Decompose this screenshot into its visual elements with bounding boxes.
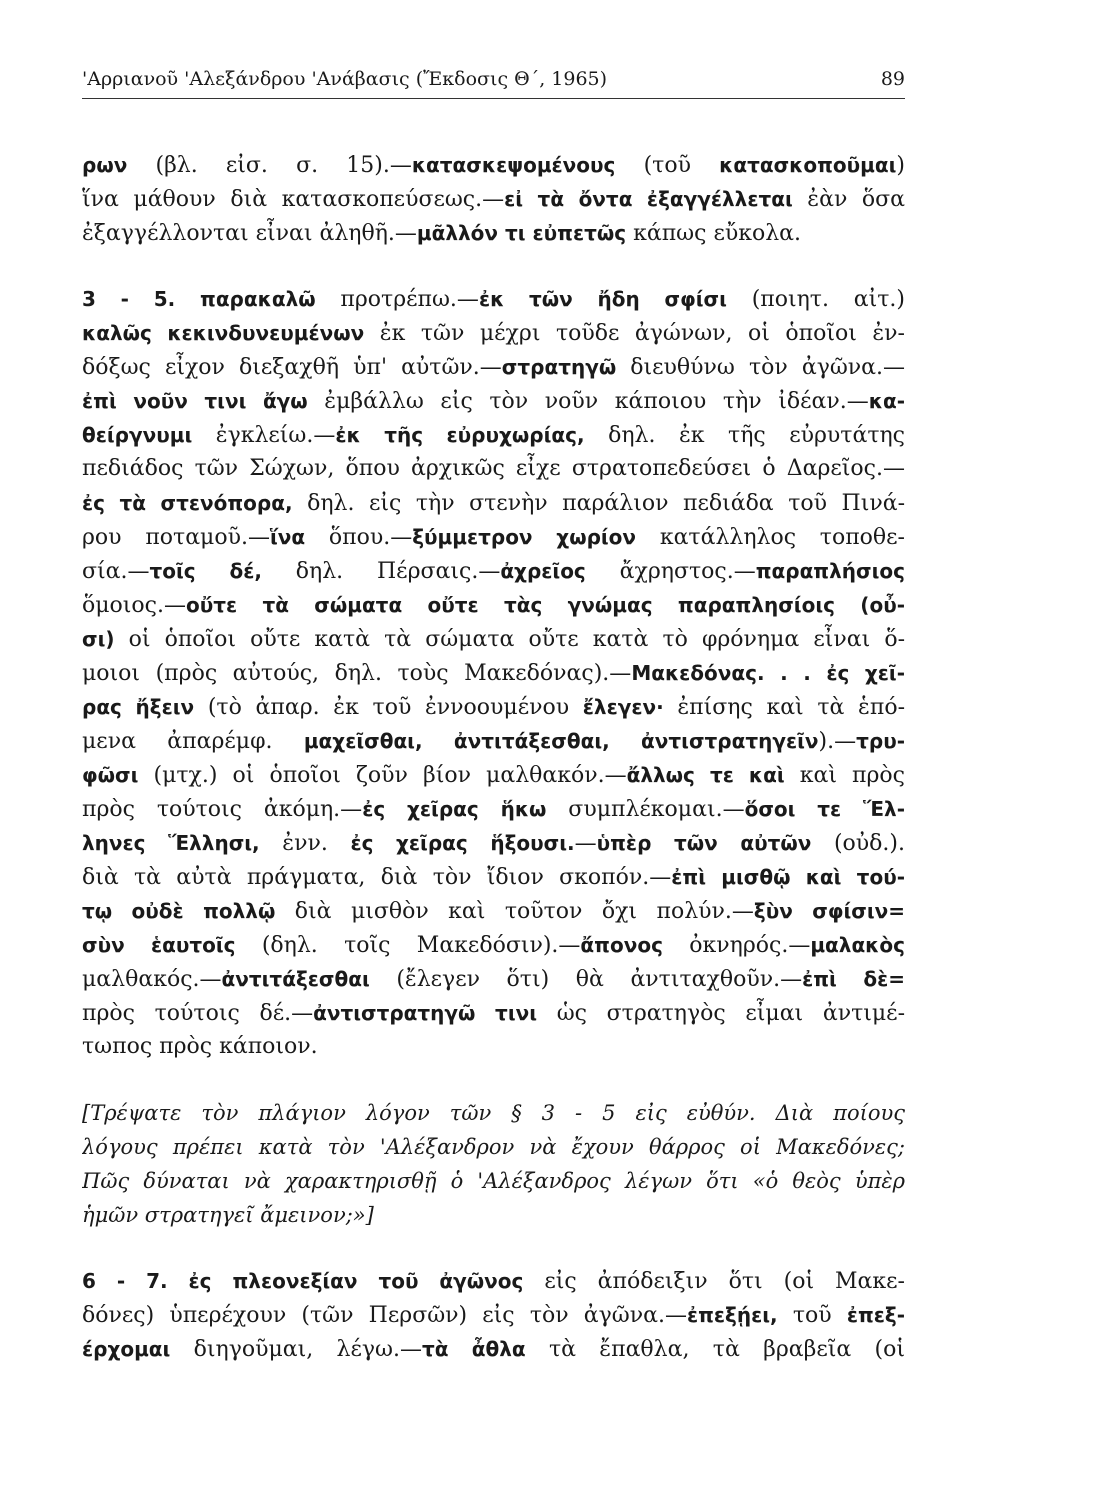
running-header — [82, 62, 905, 99]
exercise-note-line: Πῶς δύναται νὰ χαρακτηρισθῇ ὁ 'Αλέξανδρος λέγων ὅτι «ὁ θεὸς ὑπὲρ — [82, 1169, 905, 1193]
text-line: έρχομαι διηγοῦμαι, λέγω.—τὰ ἆθλα τὰ ἔπαθλα, τὰ βραβεῖα (οἱ — [82, 1337, 905, 1362]
text-line: μαλθακός.—ἀντιτάξεσθαι (ἔλεγεν ὅτι) θὰ ἀντιταχθοῦν.—ἐπὶ δὲ= — [82, 967, 905, 992]
text-line: ρας ἤξειν (τὸ ἀπαρ. ἐκ τοῦ ἐννοουμένου ἔλεγεν· ἐπίσης καὶ τὰ ἑπό- — [82, 695, 905, 720]
text-line: ἐπὶ νοῦν τινι ἄγω ἐμβάλλω εἰς τὸν νοῦν κάποιου τὴν ἰδέαν.—κα- — [82, 389, 905, 414]
text-line: ληνες Ἕλλησι, ἐνν. ἐς χεῖρας ἥξουσι.—ὑπὲρ τῶν αὐτῶν (οὐδ.). — [82, 831, 905, 856]
text-line: πρὸς τούτοις ἀκόμη.—ἐς χεῖρας ἥκω συμπλέκομαι.—ὅσοι τε Ἕλ- — [82, 797, 905, 822]
exercise-note-line: λόγους πρέπει κατὰ τὸν 'Αλέξανδρον νὰ ἔχουν θάρρος οἱ Μακεδόνες; — [82, 1135, 905, 1159]
text-line: τωπος πρὸς κάποιον. — [82, 1034, 318, 1059]
text-line: φῶσι (μτχ.) οἱ ὁποῖοι ζοῦν βίον μαλθακόν.—ἄλλως τε καὶ καὶ πρὸς — [82, 763, 905, 788]
text-line: σι) οἱ ὁποῖοι οὔτε κατὰ τὰ σώματα οὔτε κατὰ τὸ φρόνημα εἶναι ὅ- — [82, 627, 905, 652]
text-line: πεδιάδος τῶν Σώχων, ὅπου ἀρχικῶς εἶχε στρατοπεδεύσει ὁ Δαρεῖος.— — [82, 456, 905, 481]
text-line: πρὸς τούτοις δέ.—ἀντιστρατηγῶ τινι ὡς στρατηγὸς εἶμαι ἀντιμέ- — [82, 1001, 905, 1026]
text-line: ἵνα μάθουν διὰ κατασκοπεύσεως.—εἰ τὰ ὄντα ἐξαγγέλλεται ἐὰν ὅσα — [82, 187, 905, 212]
text-line: ὅμοιος.—οὔτε τὰ σώματα οὔτε τὰς γνώμας παραπλησίοις (οὖ- — [82, 593, 905, 618]
text-line: καλῶς κεκινδυνευμένων ἐκ τῶν μέχρι τοῦδε ἀγώνων, οἱ ὁποῖοι ἐν- — [82, 321, 905, 346]
text-line: δόξως εἶχον διεξαχθῆ ὑπ' αὐτῶν.—στρατηγῶ διευθύνω τὸν ἀγῶνα.— — [82, 355, 905, 380]
text-line: ἐξαγγέλλονται εἶναι ἀληθῆ.—μᾶλλόν τι εὐπετῶς κάπως εὔκολα. — [82, 221, 801, 246]
text-line: σία.—τοῖς δέ, δηλ. Πέρσαις.—ἀχρεῖος ἄχρηστος.—παραπλήσιος — [82, 559, 905, 584]
text-line: ρων (βλ. εἰσ. σ. 15).—κατασκεψομένους (τοῦ κατασκοποῦμαι) — [82, 153, 905, 178]
text-line: τῳ οὐδὲ πολλῷ διὰ μισθὸν καὶ τοῦτον ὄχι πολύν.—ξὺν σφίσιν= — [82, 899, 905, 924]
text-line: διὰ τὰ αὐτὰ πράγματα, διὰ τὸν ἴδιον σκοπόν.—ἐπὶ μισθῷ καὶ τού- — [82, 865, 905, 890]
text-line: σὺν ἑαυτοῖς (δηλ. τοῖς Μακεδόσιν).—ἄπονος ὀκνηρός.—μαλακὸς — [82, 933, 905, 958]
page-number: 89 — [880, 68, 905, 90]
exercise-note-line: [Τρέψατε τὸν πλάγιον λόγον τῶν § 3 - 5 εἰς εὐθύν. Διὰ ποίους — [82, 1101, 905, 1125]
text-line: 3 - 5. παρακαλῶ προτρέπω.—ἐκ τῶν ἤδη σφίσι (ποιητ. αἰτ.) — [82, 287, 905, 312]
text-line: μενα ἀπαρέμφ. μαχεῖσθαι, ἀντιτάξεσθαι, ἀντιστρατηγεῖν).—τρυ- — [82, 729, 905, 754]
text-line: 6 - 7. ἐς πλεονεξίαν τοῦ ἀγῶνος εἰς ἀπόδειξιν ὅτι (οἱ Μακε- — [82, 1269, 905, 1294]
text-line: ρου ποταμοῦ.—ἵνα ὅπου.—ξύμμετρον χωρίον κατάλληλος τοποθε- — [82, 525, 905, 550]
text-line: ἐς τὰ στενόπορα, δηλ. εἰς τὴν στενὴν παράλιον πεδιάδα τοῦ Πινά- — [82, 491, 905, 516]
text-line: δόνες) ὑπερέχουν (τῶν Περσῶν) εἰς τὸν ἀγῶνα.—ἐπεξῄει, τοῦ ἐπεξ- — [82, 1303, 905, 1328]
text-line: θείργνυμι ἐγκλείω.—ἐκ τῆς εὐρυχωρίας, δηλ. ἐκ τῆς εὐρυτάτης — [82, 423, 905, 448]
text-line: μοιοι (πρὸς αὐτούς, δηλ. τοὺς Μακεδόνας).—Μακεδόνας. . . ἐς χεῖ- — [82, 661, 905, 686]
header-title: 'Αρριανοῦ 'Αλεξάνδρου 'Ανάβασις (Ἔκδοσις Θ΄, 1965) — [82, 68, 608, 90]
exercise-note-line: ἡμῶν στρατηγεῖ ἄμεινον;»] — [82, 1203, 374, 1227]
